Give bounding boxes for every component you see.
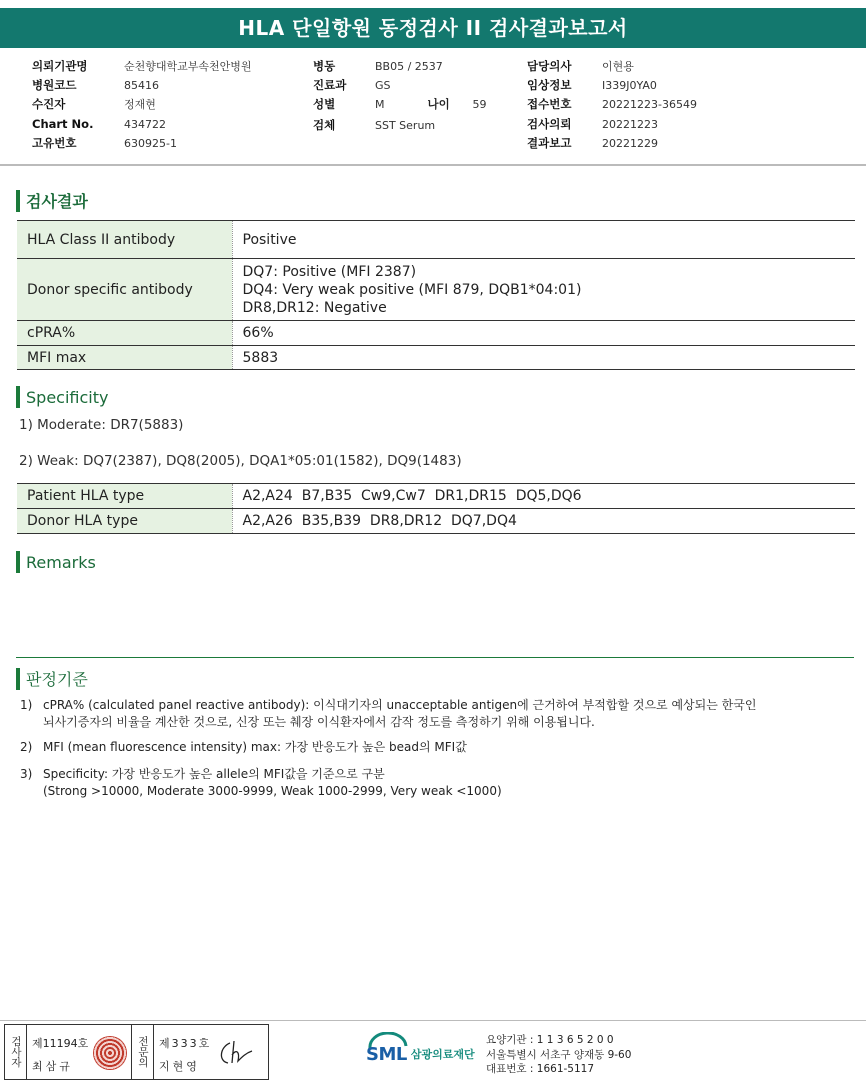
info-label: 수진자 bbox=[32, 97, 66, 112]
section-marker bbox=[16, 551, 20, 573]
address-line: 대표번호 : 1661-5117 bbox=[486, 1063, 595, 1076]
criteria-number: 2) bbox=[20, 740, 33, 754]
remarks-title-text: Remarks bbox=[26, 552, 96, 572]
criteria-item-1 bbox=[20, 697, 756, 730]
criteria-line bbox=[20, 739, 467, 756]
info-value: 630925-1 bbox=[124, 136, 177, 150]
info-value: 20221223-36549 bbox=[602, 98, 697, 112]
info-value: 이현용 bbox=[602, 60, 634, 73]
criteria-text: 뇌사기증자의 비율을 계산한 것으로, 신장 또는 췌장 이식환자에서 감작 정도를 측정하기 위해 이용됩니다. bbox=[43, 714, 595, 729]
info-value: GS bbox=[375, 79, 391, 93]
criteria-line bbox=[20, 766, 502, 783]
info-label: 진료과 bbox=[313, 78, 347, 93]
info-row-sex-age bbox=[313, 95, 487, 114]
info-label: 병원코드 bbox=[32, 78, 77, 93]
hla-type-label: Patient HLA type bbox=[17, 484, 232, 509]
address-line: 서울특별시 서초구 양재동 9-60 bbox=[486, 1048, 632, 1061]
criteria-text: cPRA% (calculated panel reactive antibody): 이식대기자의 unacceptable antigen에 근거하여 부적합할 것으로 예상되는 한국인 bbox=[43, 698, 757, 712]
license-number-2: 제333호 bbox=[159, 1037, 212, 1050]
remarks-section-title bbox=[16, 551, 96, 573]
specificity-section-title bbox=[16, 386, 108, 408]
table-row bbox=[17, 346, 855, 370]
age-label: 나이 bbox=[427, 97, 450, 112]
footer-divider bbox=[0, 1020, 866, 1021]
criteria-title-text: 판정기준 bbox=[26, 670, 88, 689]
patient-info-col1 bbox=[32, 57, 252, 153]
criteria-text: MFI (mean fluorescence intensity) max: 가장 반응도가 높은 bead의 MFI값 bbox=[43, 740, 467, 754]
info-row-receipt-no bbox=[527, 95, 697, 114]
section-marker bbox=[16, 190, 20, 212]
address-line: 요양기관 : 1 1 3 6 5 2 0 0 bbox=[486, 1034, 614, 1046]
info-label: 병동 bbox=[313, 59, 336, 73]
logo-text: SML bbox=[366, 1043, 407, 1065]
signer-name-1: 최삼규 bbox=[32, 1060, 73, 1073]
criteria-number: 1) bbox=[20, 698, 33, 712]
report-title: HLA 단일항원 동정검사 II 검사결과보고서 bbox=[0, 8, 866, 48]
result-line: Positive bbox=[242, 231, 297, 248]
info-row-clinical-info bbox=[527, 76, 697, 95]
info-row-ward bbox=[313, 57, 487, 76]
result-value bbox=[232, 259, 855, 321]
criteria-item-3 bbox=[20, 766, 502, 799]
result-value bbox=[232, 221, 855, 259]
hla-type-value: A2,A26 B35,B39 DR8,DR12 DQ7,DQ4 bbox=[232, 509, 855, 534]
signature-role-1: 검사자 bbox=[5, 1025, 27, 1079]
info-label: 고유번호 bbox=[32, 135, 77, 150]
info-row-patient bbox=[32, 95, 252, 114]
results-section-title bbox=[16, 189, 88, 212]
sml-logo bbox=[366, 1032, 475, 1066]
result-line: DR8,DR12: Negative bbox=[242, 299, 387, 316]
specificity-line-2: 2) Weak: DQ7(2387), DQ8(2005), DQA1*05:01(1582), DQ9(1483) bbox=[19, 453, 462, 469]
info-label: 결과보고 bbox=[527, 135, 572, 150]
criteria-line bbox=[20, 697, 756, 714]
info-label: 접수번호 bbox=[527, 97, 572, 112]
header-divider bbox=[0, 164, 866, 166]
address-block bbox=[486, 1033, 631, 1077]
results-table bbox=[17, 220, 855, 370]
info-label: 임상정보 bbox=[527, 78, 572, 93]
table-row bbox=[17, 321, 855, 346]
remarks-divider bbox=[16, 657, 854, 658]
criteria-section-title bbox=[16, 667, 88, 690]
criteria-number: 3) bbox=[20, 767, 33, 781]
result-line: 66% bbox=[242, 325, 274, 341]
info-label: 의뢰기관명 bbox=[32, 59, 88, 73]
info-row-doctor bbox=[527, 57, 697, 76]
info-value: 20221223 bbox=[602, 117, 658, 131]
handwritten-signature-icon bbox=[216, 1039, 256, 1067]
criteria-text: (Strong >10000, Moderate 3000-9999, Weak 1000-2999, Very weak <1000) bbox=[43, 783, 502, 798]
info-row-chart-no bbox=[32, 115, 252, 134]
table-row bbox=[17, 484, 855, 509]
info-row-institution bbox=[32, 57, 252, 76]
info-label: 담당의사 bbox=[527, 59, 572, 73]
section-marker bbox=[16, 668, 20, 690]
info-label: 검사의뢰 bbox=[527, 116, 572, 131]
info-row-request-date bbox=[527, 115, 697, 134]
results-title-text: 검사결과 bbox=[26, 192, 88, 211]
result-line: 5883 bbox=[242, 349, 279, 366]
table-row bbox=[17, 259, 855, 321]
result-label: Donor specific antibody bbox=[17, 259, 232, 321]
result-label: HLA Class II antibody bbox=[17, 221, 232, 259]
patient-info-col3 bbox=[527, 57, 697, 153]
info-row-unique-id bbox=[32, 134, 252, 153]
info-label: 검체 bbox=[313, 117, 336, 132]
signature-block-1 bbox=[27, 1025, 132, 1079]
seal-stamp-icon bbox=[93, 1036, 127, 1070]
info-value: SST Serum bbox=[375, 118, 436, 132]
hla-type-table bbox=[17, 483, 855, 534]
info-row-hospital-code bbox=[32, 76, 252, 95]
signature-box bbox=[4, 1024, 269, 1080]
info-value: 순천향대학교부속천안병원 bbox=[124, 60, 252, 73]
table-row bbox=[17, 509, 855, 534]
info-value: I339J0YA0 bbox=[602, 79, 657, 93]
info-value: M bbox=[375, 98, 385, 112]
specificity-title-text: Specificity bbox=[26, 387, 109, 407]
info-value: 20221229 bbox=[602, 136, 658, 150]
info-value: BB05 / 2537 bbox=[375, 60, 443, 73]
info-row-department bbox=[313, 76, 487, 95]
info-value: 85416 bbox=[124, 79, 159, 93]
license-number-1: 제11194호 bbox=[32, 1037, 89, 1050]
criteria-text: Specificity: 가장 반응도가 높은 allele의 MFI값을 기준으로 구분 bbox=[43, 767, 385, 781]
info-label: 성별 bbox=[313, 97, 336, 112]
patient-info-col2 bbox=[313, 57, 487, 135]
age-value: 59 bbox=[472, 98, 487, 112]
signature-block-2 bbox=[154, 1025, 268, 1079]
table-row bbox=[17, 221, 855, 259]
info-value: 434722 bbox=[124, 117, 166, 131]
specificity-line-1: 1) Moderate: DR7(5883) bbox=[19, 417, 184, 433]
result-line: DQ7: Positive (MFI 2387) bbox=[242, 263, 417, 280]
signature-role-2: 전문의 bbox=[132, 1025, 154, 1079]
info-label: Chart No. bbox=[32, 116, 94, 131]
hla-type-value: A2,A24 B7,B35 Cw9,Cw7 DR1,DR15 DQ5,DQ6 bbox=[232, 484, 855, 509]
info-value: 정재현 bbox=[124, 98, 156, 112]
foundation-name: 삼광의료재단 bbox=[410, 1048, 475, 1061]
section-marker bbox=[16, 386, 20, 408]
signer-name-2: 지현영 bbox=[159, 1060, 200, 1073]
criteria-item-2 bbox=[20, 739, 467, 756]
result-value bbox=[232, 321, 855, 346]
info-row-specimen bbox=[313, 116, 487, 135]
hla-type-label: Donor HLA type bbox=[17, 509, 232, 534]
info-row-report-date bbox=[527, 134, 697, 153]
result-label: MFI max bbox=[17, 346, 232, 370]
result-line: DQ4: Very weak positive (MFI 879, DQB1*04:01) bbox=[242, 281, 582, 298]
result-value bbox=[232, 346, 855, 370]
result-label: cPRA% bbox=[17, 321, 232, 346]
